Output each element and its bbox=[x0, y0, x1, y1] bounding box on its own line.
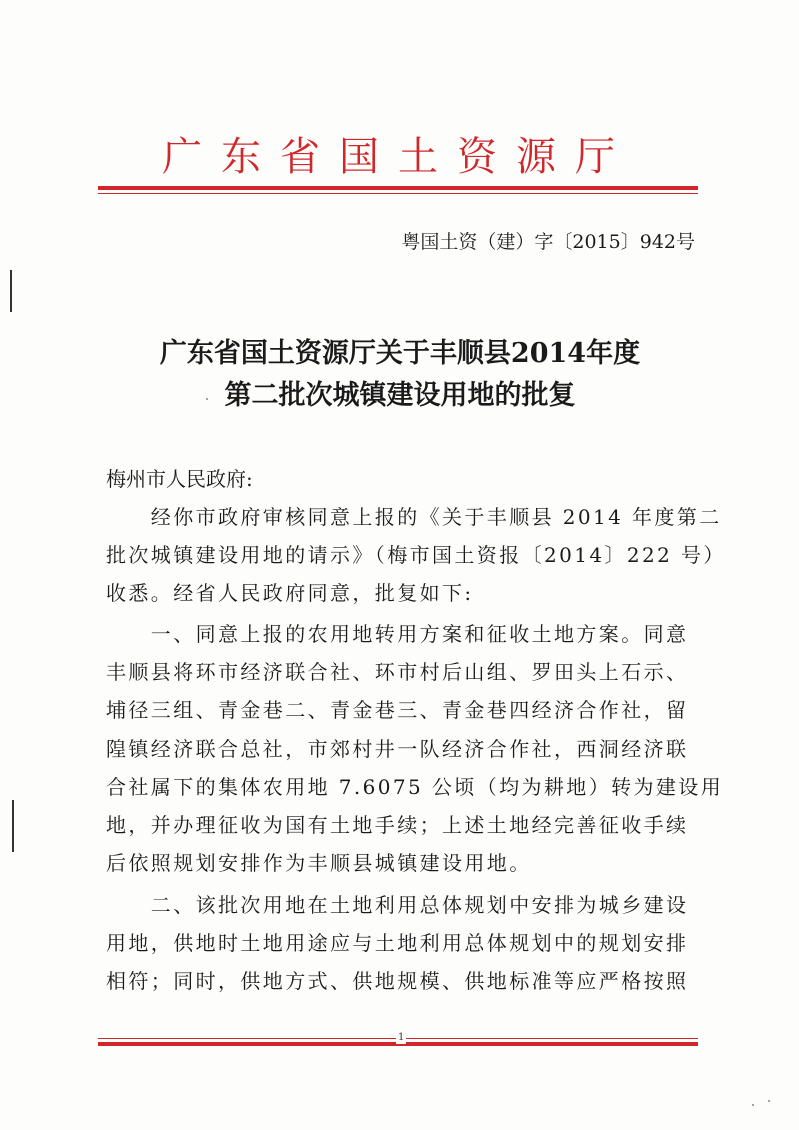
header-rule-thin bbox=[98, 193, 698, 194]
paragraph-line: 二、该批次用地在土地利用总体规划中安排为城乡建设 bbox=[106, 893, 689, 917]
paragraph-line: 埔径三组、青金巷二、青金巷三、青金巷四经济合作社，留 bbox=[106, 698, 689, 723]
paragraph-line: 合社属下的集体农用地 7.6075 公顷（均为耕地）转为建设用 bbox=[106, 774, 724, 799]
document-number: 粤国土资（建）字〔2015〕942号 bbox=[401, 231, 695, 253]
header-red-rule bbox=[98, 186, 698, 194]
paragraph-line: 隍镇经济联合总社，市郊村井一队经济合作社，西洞经济联 bbox=[106, 736, 689, 761]
paragraph-line: 地，并办理征收为国有土地手续；上述土地经完善征收手续 bbox=[106, 812, 689, 837]
scan-speckle bbox=[206, 398, 208, 400]
paragraph-line: 丰顺县将环市经济联合社、环市村后山组、罗田头上石示、 bbox=[106, 660, 689, 685]
paragraph-line: 用地，供地时土地用途应与土地利用总体规划中的规划安排 bbox=[106, 931, 689, 956]
paragraph-item-1 bbox=[106, 615, 724, 882]
paragraph-line: 经你市政府审核同意上报的《关于丰顺县 2014 年度第二 bbox=[106, 505, 722, 529]
addressee: 梅州市人民政府: bbox=[106, 467, 253, 491]
page-number: 1 bbox=[398, 1032, 405, 1043]
header-rule-thick bbox=[98, 186, 698, 190]
paragraph-line: 相符；同时，供地方式、供地规模、供地标准等应严格按照 bbox=[106, 969, 689, 994]
paragraph-line: 收悉。经省人民政府同意，批复如下: bbox=[106, 581, 474, 606]
document-title-line-1: 广东省国土资源厅关于丰顺县2014年度 bbox=[159, 338, 641, 369]
paragraph-item-2 bbox=[106, 886, 694, 1001]
paragraph-intro bbox=[106, 498, 726, 613]
scan-speckle bbox=[752, 1104, 754, 1106]
document-title-line-2: 第二批次城镇建设用地的批复 bbox=[224, 380, 576, 411]
binding-mark bbox=[12, 800, 14, 852]
binding-mark bbox=[10, 270, 12, 312]
paragraph-line: 批次城镇建设用地的请示》（梅市国土资报〔2014〕222 号） bbox=[106, 543, 726, 568]
scan-speckle bbox=[768, 1100, 770, 1102]
paragraph-line: 一、同意上报的农用地转用方案和征收土地方案。同意 bbox=[106, 622, 689, 646]
paragraph-line: 后依照规划安排作为丰顺县城镇建设用地。 bbox=[106, 851, 532, 876]
agency-header-title: 广东省国土资源厅 bbox=[162, 134, 634, 180]
